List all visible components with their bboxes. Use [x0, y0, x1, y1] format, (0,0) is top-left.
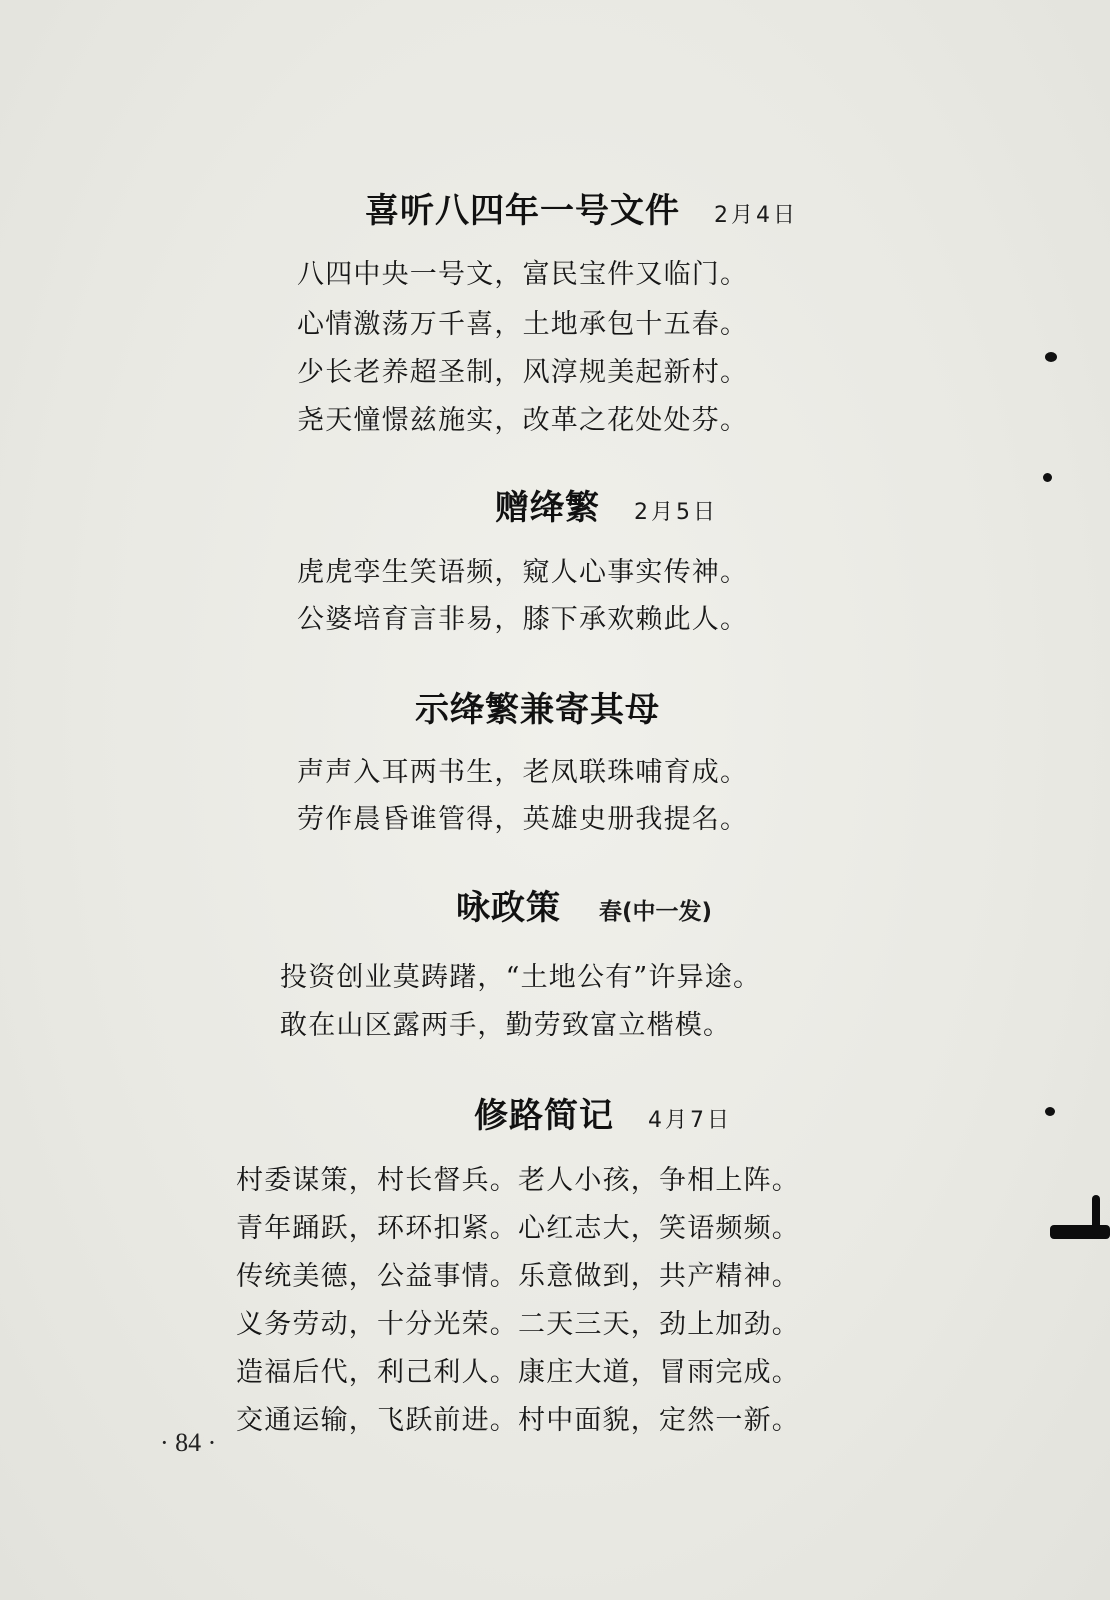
binding-hole-mark [1043, 473, 1052, 482]
poem-5-line-6: 交通运输，飞跃前进。村中面貌，定然一新。 [236, 1405, 800, 1436]
poem-1-line-2: 心情激荡万千喜，土地承包十五春。 [297, 309, 749, 340]
poem-5-title: 修路简记 [474, 1096, 614, 1136]
poem-4-line-2: 敢在山区露两手，勤劳致富立楷模。 [280, 1010, 732, 1041]
poem-1-heading [365, 183, 798, 232]
binding-hole-mark [1045, 352, 1057, 362]
poem-5-line-2: 青年踊跃，环环扣紧。心红志大，笑语频频。 [236, 1213, 800, 1244]
page-number: · 84 · [160, 1428, 217, 1457]
poem-1-line-3: 少长老养超圣制，风淳规美起新村。 [297, 357, 749, 388]
poem-5-line-5: 造福后代，利己利人。康庄大道，冒雨完成。 [236, 1357, 800, 1388]
poem-5-date: 4月7日 [648, 1108, 732, 1133]
poem-3-heading [415, 682, 660, 731]
poem-1-line-4: 尧天憧憬兹施实，改革之花处处芬。 [297, 405, 749, 436]
poem-3-line-1: 声声入耳两书生，老凤联珠哺育成。 [297, 757, 749, 788]
poem-2-date: 2月5日 [634, 500, 718, 525]
poem-2-heading [495, 480, 718, 529]
poem-5-line-1: 村委谋策，村长督兵。老人小孩，争相上阵。 [236, 1165, 800, 1196]
poem-5-line-4: 义务劳动，十分光荣。二天三天，劲上加劲。 [236, 1309, 800, 1340]
poem-2-line-1: 虎虎孪生笑语频，窥人心事实传神。 [297, 557, 749, 588]
poem-2-title: 赠绛繁 [495, 488, 600, 528]
poem-4-line-1: 投资创业莫踌躇，“土地公有”许异途。 [280, 962, 762, 993]
binding-staple-mark [1092, 1195, 1100, 1235]
poem-1-title: 喜听八四年一号文件 [365, 191, 680, 231]
poem-4-title: 咏政策 [456, 888, 561, 928]
poem-4-note: 春(中一发) [599, 899, 713, 925]
binding-staple-mark [1050, 1225, 1110, 1239]
poem-5-line-3: 传统美德，公益事情。乐意做到，共产精神。 [236, 1261, 800, 1292]
binding-hole-mark [1045, 1107, 1055, 1116]
poem-2-line-2: 公婆培育言非易，膝下承欢赖此人。 [297, 604, 749, 635]
poem-3-line-2: 劳作晨昏谁管得，英雄史册我提名。 [297, 804, 749, 835]
poem-3-title: 示绛繁兼寄其母 [415, 690, 660, 730]
poem-4-heading [456, 880, 712, 929]
poem-5-heading [474, 1088, 732, 1137]
poem-1-line-1: 八四中央一号文，富民宝件又临门。 [297, 259, 749, 290]
poem-1-date: 2月4日 [714, 203, 798, 228]
